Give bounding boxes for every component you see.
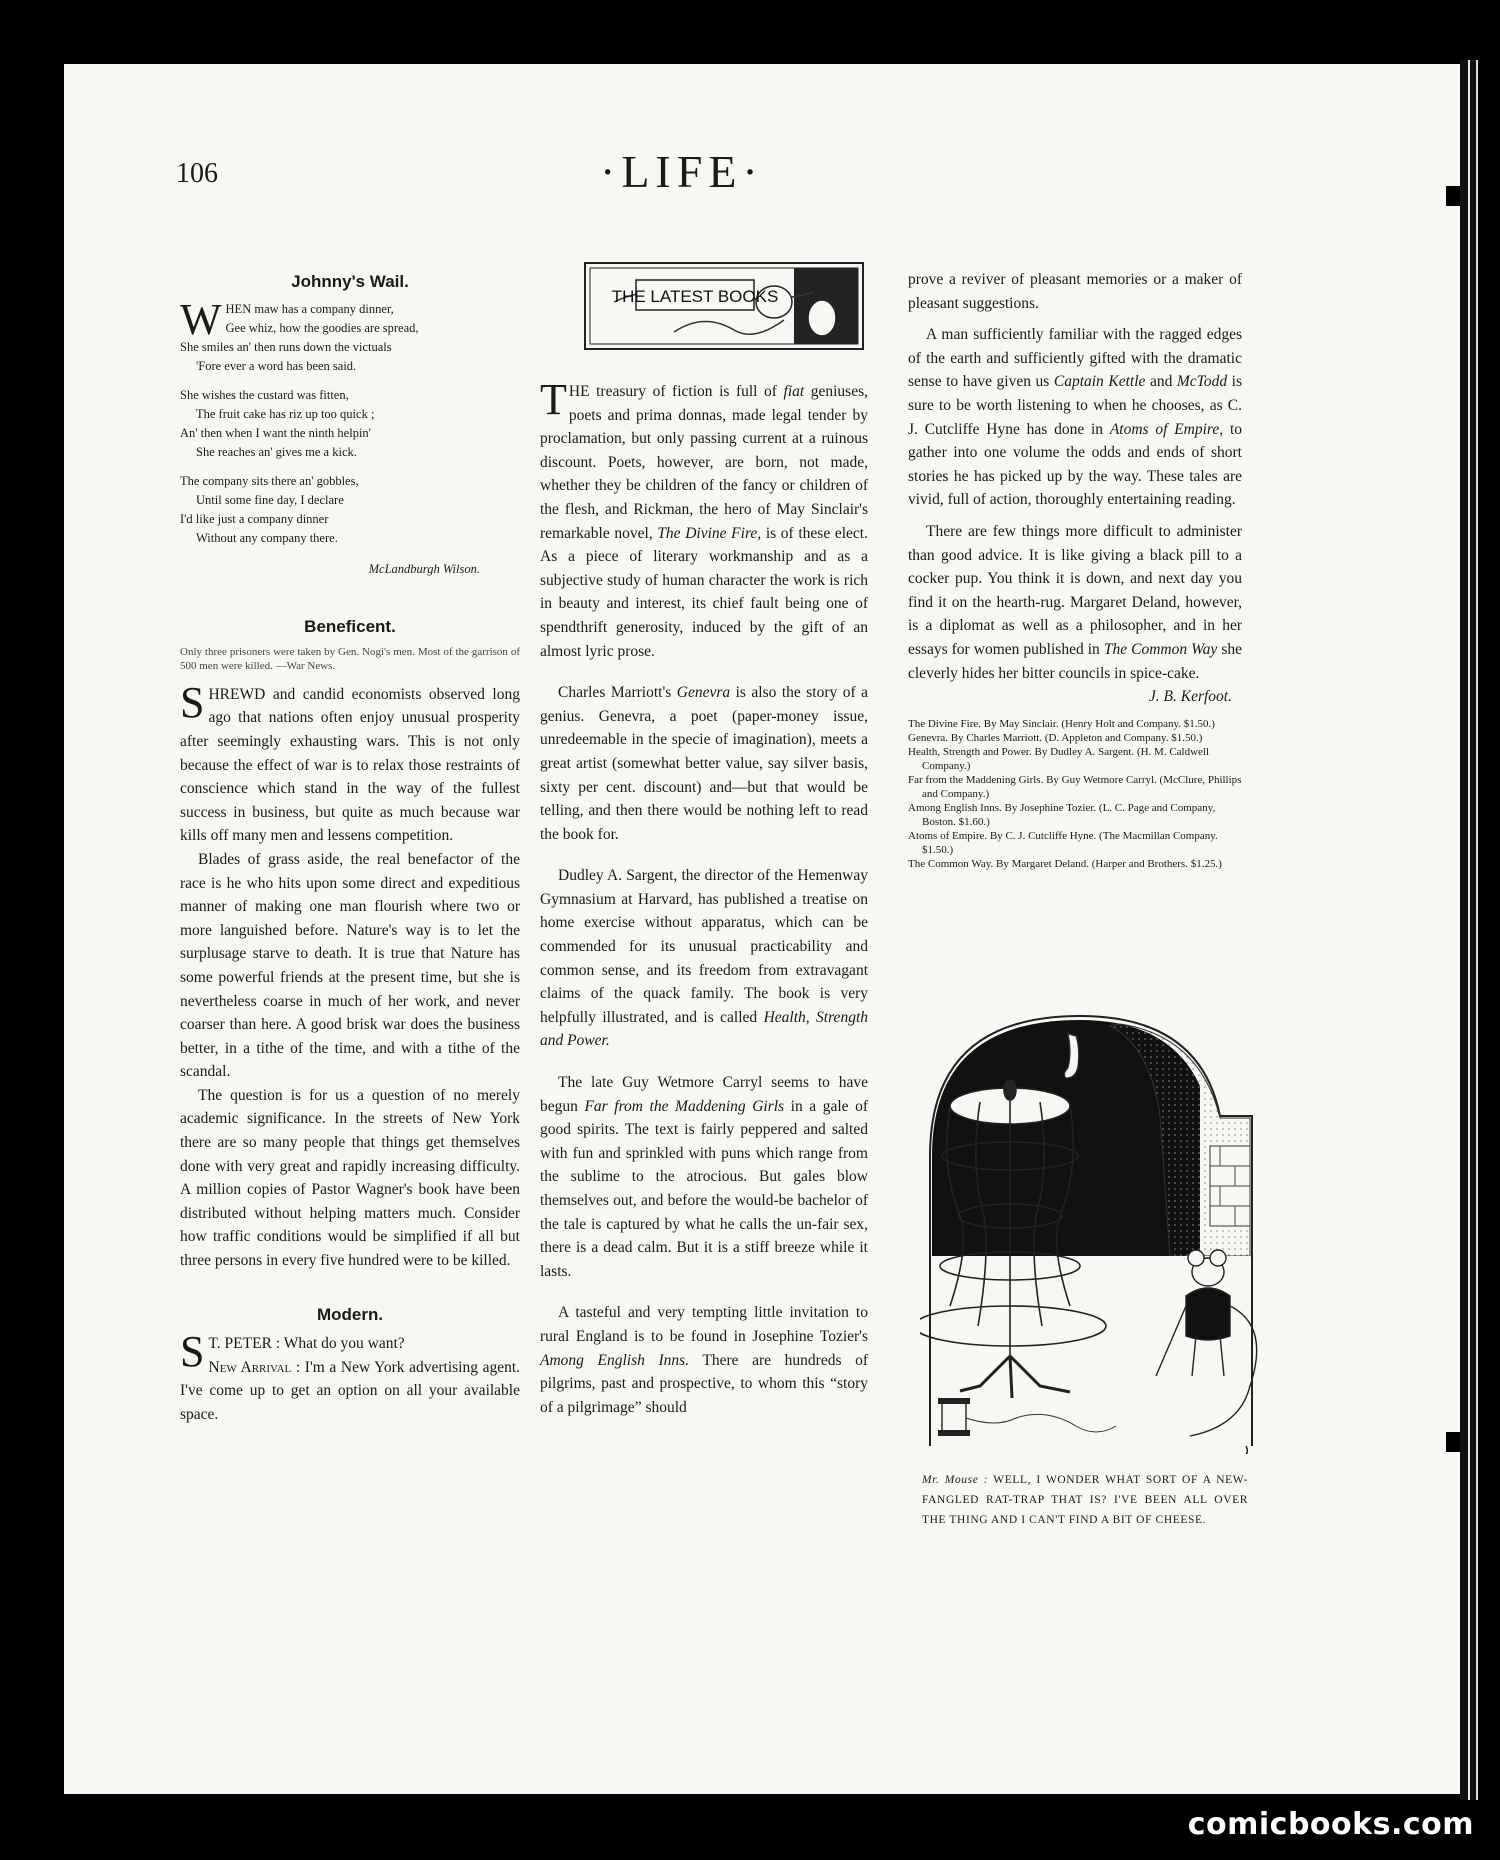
paragraph xyxy=(540,864,868,1053)
poem-line: The company sits there an' gobbles, xyxy=(180,473,359,488)
poem-line: HEN maw has a company dinner, xyxy=(225,301,394,316)
book-reference: Far from the Maddening Girls. By Guy Wetmore Carryl. (McClure, Phillips and Company.) xyxy=(908,773,1242,800)
poem-line: Gee whiz, how the goodies are spread, xyxy=(225,320,419,335)
paragraph: prove a reviver of pleasant memories or a maker of pleasant suggestions. xyxy=(908,271,1242,312)
paragraph-text: A tasteful and very tempting little invitation to rural England is to be found in Josephine Tozier's xyxy=(540,1304,868,1345)
speaker-label: New Arrival : xyxy=(208,1358,301,1376)
paragraph xyxy=(540,1301,868,1419)
paragraph xyxy=(908,520,1242,685)
poem-line: She wishes the custard was fitten, xyxy=(180,387,349,402)
paragraph xyxy=(908,323,1242,512)
caption-text: WELL, I WONDER WHAT SORT OF A NEW-FANGLED RAT-TRAP THAT IS? I'VE BEEN ALL OVER THE THING AND I CAN'T FIND A BIT OF CHEESE. xyxy=(922,1474,1248,1526)
paragraph-text: Charles Marriott's xyxy=(558,684,677,702)
dropcap: T xyxy=(540,375,567,424)
column-right xyxy=(908,268,1242,871)
masthead-title: ·LIFE· xyxy=(600,146,764,197)
book-reference-list xyxy=(908,717,1242,871)
poem-line: She smiles an' then runs down the victuals xyxy=(180,339,392,354)
book-title: The Divine Fire, xyxy=(657,524,762,542)
paragraph-text: There are few things more difficult to administer than good advice. It is like giving a black pill to a cocker pup. You think it is down, and next day you find it on the hearth-rug. Margaret Deland, however, is a diplomat as well as a philosopher, and in her essays for women published in xyxy=(908,522,1242,658)
poem-line: Until some fine day, I declare xyxy=(196,492,344,507)
paragraph xyxy=(180,1327,521,1426)
italic-word: fiat xyxy=(783,383,805,400)
paragraph: The question is for us a question of no merely academic significance. In the streets of New York there are so many people that things get themselves done with very great and rapidly increasing difficulty. A million copies of Pastor Wagner's book have been distributed without helping matters much. Consider how traffic conditions would be simplified if all but three persons in every five hundred were to be killed. xyxy=(180,1086,520,1270)
section-title-beneficent: Beneficent. xyxy=(304,617,396,637)
adjacent-page-edge xyxy=(1460,60,1500,1800)
poem-line: I'd like just a company dinner xyxy=(180,511,329,526)
poem xyxy=(180,294,520,548)
poem-line: She reaches an' gives me a kick. xyxy=(196,444,357,459)
paragraph-text: is also the story of a genius. Genevra, a poet (paper-money issue, unredeemable in the specie of imagination), meets a great artist (somewhat better value, say silver basis, sixty per cent. discount) and—but that would be telling, and then there would be nothing left to read the book for. xyxy=(540,684,868,843)
poem-stanza xyxy=(180,294,520,376)
book-reference: Genevra. By Charles Marriott. (D. Appleton and Company. $1.50.) xyxy=(908,731,1203,744)
paragraph-text: Dudley A. Sargent, the director of the Hemenway Gymnasium at Harvard, has published a treatise on home exercise without apparatus, which can be commended for its unusual practicability and common sense, and its freedom from extravagant claims of the quack family. The book is very helpfully illustrated, and is called xyxy=(540,867,868,1026)
paragraph xyxy=(540,681,868,846)
cartoon-caption xyxy=(922,1470,1248,1530)
book-title: Captain Kettle xyxy=(1053,373,1146,391)
paragraph xyxy=(180,677,520,848)
paragraph-text: HE treasury of fiction is full of xyxy=(568,383,784,400)
latest-books-banner xyxy=(584,262,864,350)
poem-line: 'Fore ever a word has been said. xyxy=(196,358,357,373)
paragraph-text: is sure to be worth listening to when he chooses, as C. J. Cutcliffe Hyne has done in xyxy=(908,373,1243,438)
book-title: Genevra xyxy=(676,684,731,702)
dropcap: W xyxy=(180,294,222,344)
poem-stanza xyxy=(180,472,520,548)
registration-mark xyxy=(1446,186,1460,206)
banner-label: THE LATEST BOOKS xyxy=(611,287,779,306)
book-reference: Atoms of Empire. By C. J. Cutcliffe Hyne. (The Macmillan Company. $1.50.) xyxy=(908,829,1218,856)
paragraph-text: A man sufficiently familiar with the ragged edges of the earth and sufficiently gifted with the dramatic sense to have given us xyxy=(908,326,1242,391)
column-middle xyxy=(540,375,869,1419)
paragraph-text: geniuses, poets and prima donnas, made legal tender by proclamation, but only passing current at a ruinous discount. Poets, however, are born, not made, whether they be children of the fancy or children of the flesh, and Rickman, the hero of May Sinclair's remarkable novel, xyxy=(540,383,868,542)
poem-title: Johnny's Wail. xyxy=(291,272,409,291)
dropcap: S xyxy=(180,677,205,727)
paragraph-text: The late Guy Wetmore Carryl seems to have begun xyxy=(540,1074,868,1115)
book-reference: Among English Inns. By Josephine Tozier. (L. C. Page and Company, Boston. $1.60.) xyxy=(908,801,1216,828)
caption-speaker: Mr. Mouse : xyxy=(922,1474,989,1486)
column-left xyxy=(180,270,520,1427)
review-author: J. B. Kerfoot. xyxy=(1148,688,1232,706)
paragraph-text: is of these elect. As a piece of literary workmanship and as a subjective study of human character the work is rich in beauty and interest, its chief fault being one of spendthrift generosity, induced by the gift of an almost lyric prose. xyxy=(540,524,868,660)
book-title: Far from the Maddening Girls xyxy=(584,1097,785,1115)
paragraph-text: in a gale of good spirits. The text is fairly peppered and salted with fun and sprinkled with puns which range from the sublime to the atrocious. But gales blow themselves out, and before the would-be bachelor of the tale is captured by what he calls the un-fair sex, there is a dead calm. But it is a stiff breeze while it lasts. xyxy=(540,1097,868,1280)
watermark: comicbooks.com xyxy=(1187,1807,1474,1842)
paragraph-text: There are hundreds of pilgrims, past and prospective, to whom this “story of a pilgrimage” should xyxy=(540,1351,869,1416)
paragraph-text: she cleverly hides her bitter councils in spice-cake. xyxy=(908,640,1242,682)
registration-mark xyxy=(1446,1432,1460,1452)
poem-line: The fruit cake has riz up too quick ; xyxy=(196,406,375,421)
paragraph xyxy=(540,375,868,663)
book-title: Among English Inns. xyxy=(540,1351,690,1369)
paragraph-text: HREWD and candid economists observed long ago that nations often enjoy unusual prosperity after seemingly exhausting wars. This is not only because the effect of war is to relax those restraints of conscience which stand in the way of the fullest success in business, but quite as much because war kills off many men and lessens competition. xyxy=(180,685,520,845)
poem-line: Without any company there. xyxy=(196,530,338,545)
book-reference: Health, Strength and Power. By Dudley A. Sargent. (H. M. Caldwell Company.) xyxy=(908,745,1210,772)
mouse-dress-form-cartoon xyxy=(920,1006,1260,1454)
book-title: Atoms of Empire, xyxy=(1109,420,1224,438)
book-title: The Common Way xyxy=(1103,640,1218,658)
paragraph-text: and xyxy=(1145,373,1177,391)
paragraph-text: to gather into one volume the odds and ends of short stories he has picked up by the way. These tales are vivid, full of action, thoroughly entertaining reading. xyxy=(908,420,1242,509)
poem-signature: McLandburgh Wilson. xyxy=(368,561,480,576)
paragraph-text: I'm a New York advertising agent. I've come up to get an option on all your available space. xyxy=(180,1358,521,1423)
epigraph: Only three prisoners were taken by Gen. Nogi's men. Most of the garrison of 500 men were killed. —War News. xyxy=(180,645,520,672)
book-title: Health, Strength and Power. xyxy=(540,1008,868,1050)
poem-stanza xyxy=(180,386,520,462)
paragraph: Blades of grass aside, the real benefactor of the race is he who hits upon some direct and expeditious manner of making one man flourish where two or more languished before. Nature's way is to let the surplusage starve to death. It is true that Nature has some powerful friends at the present time, but she is nevertheless coarse in much of her work, and never coarser than here. A good brisk war does the business better, in a tithe of the time, and with a tithe of the scandal. xyxy=(180,850,520,1081)
book-title: McTodd xyxy=(1176,373,1228,391)
paragraph xyxy=(540,1071,868,1283)
book-reference: The Divine Fire. By May Sinclair. (Henry Holt and Company. $1.50.) xyxy=(908,717,1215,730)
section-title-modern: Modern. xyxy=(316,1304,384,1324)
book-reference: The Common Way. By Margaret Deland. (Harper and Brothers. $1.25.) xyxy=(908,857,1222,870)
page-number: 106 xyxy=(176,158,218,189)
dropcap: S xyxy=(180,1327,205,1377)
paragraph-text: T. PETER : What do you want? xyxy=(208,1335,405,1353)
poem-line: An' then when I want the ninth helpin' xyxy=(180,425,371,440)
